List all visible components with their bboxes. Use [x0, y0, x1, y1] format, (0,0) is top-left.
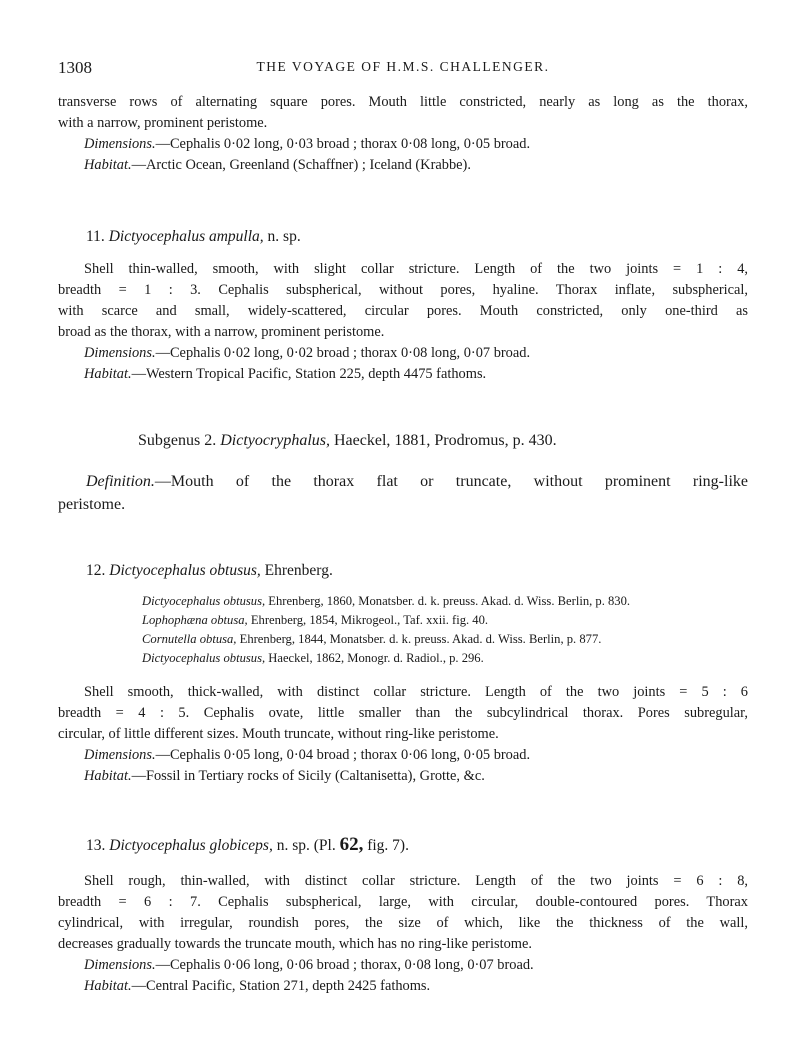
synonym-entry: Dictyocephalus obtusus, Haeckel, 1862, Monogr. d. Radiol., p. 296.	[142, 651, 484, 665]
species-12-description	[58, 682, 748, 787]
text-line: Shell rough, thin-walled, with distinct collar stricture. Length of the two joints = 6 : 8,	[84, 873, 748, 889]
text-line: Shell thin-walled, smooth, with slight collar stricture. Length of the two joints = 1 : 4,	[84, 261, 748, 277]
synonym-entry: Lophophæna obtusa, Ehrenberg, 1854, Mikrogeol., Taf. xxii. fig. 40.	[142, 613, 489, 627]
text-line: with scarce and small, widely-scattered, circular pores. Mouth constricted, only one-third as	[58, 303, 748, 319]
species-13-description	[58, 871, 748, 997]
species-12-heading: 12. Dictyocephalus obtusus, Ehrenberg.	[86, 562, 333, 579]
page-number: 1308	[58, 58, 92, 77]
habitat-line: Habitat.—Central Pacific, Station 271, depth 2425 fathoms.	[84, 978, 431, 994]
text-line: decreases gradually towards the truncate mouth, which has no ring-like peristome.	[58, 936, 532, 952]
species-13-heading: 13. Dictyocephalus globiceps, n. sp. (Pl. 62, fig. 7).	[86, 834, 409, 855]
text-line: breadth = 4 : 5. Cephalis ovate, little smaller than the subcylindrical thorax. Pores subregular,	[58, 705, 748, 721]
dimensions-line: Dimensions.—Cephalis 0·02 long, 0·03 broad ; thorax 0·08 long, 0·05 broad.	[84, 136, 531, 152]
running-title: THE VOYAGE OF H.M.S. CHALLENGER.	[256, 59, 550, 74]
text-line: circular, of little different sizes. Mouth truncate, without ring-like peristome.	[58, 726, 499, 742]
subgenus-definition: Definition.—Mouth of the thorax flat or truncate, without prominent ring-like peristome.	[58, 473, 748, 513]
habitat-line: Habitat.—Fossil in Tertiary rocks of Sicily (Caltanisetta), Grotte, &c.	[84, 768, 485, 784]
text-line: cylindrical, with irregular, roundish pores, the size of which, like the thickness of the wall,	[58, 915, 748, 931]
intro-paragraph	[58, 92, 748, 176]
species-11-heading: 11. Dictyocephalus ampulla, n. sp.	[86, 228, 301, 245]
subgenus-heading: Subgenus 2. Dictyocryphalus, Haeckel, 1881, Prodromus, p. 430.	[138, 432, 557, 449]
dimensions-line: Dimensions.—Cephalis 0·05 long, 0·04 broad ; thorax 0·06 long, 0·05 broad.	[84, 747, 531, 763]
species-12-synonymy	[142, 592, 748, 668]
habitat-line: Habitat.—Arctic Ocean, Greenland (Schaffner) ; Iceland (Krabbe).	[84, 157, 471, 173]
synonym-entry: Dictyocephalus obtusus, Ehrenberg, 1860, Monatsber. d. k. preuss. Akad. d. Wiss. Berlin, p. 830.	[142, 594, 631, 608]
species-11-description	[58, 259, 748, 385]
plate-number: 62,	[339, 834, 364, 855]
text-line: broad as the thorax, with a narrow, prominent peristome.	[58, 324, 385, 340]
text-line: transverse rows of alternating square pores. Mouth little constricted, nearly as long as the thorax,	[58, 94, 748, 110]
text-line: breadth = 6 : 7. Cephalis subspherical, large, with circular, double-contoured pores. Thorax	[58, 894, 748, 910]
running-header	[58, 58, 748, 82]
text-line: Shell smooth, thick-walled, with distinct collar stricture. Length of the two joints = 5 : 6	[84, 684, 748, 700]
dimensions-line: Dimensions.—Cephalis 0·02 long, 0·02 broad ; thorax 0·08 long, 0·07 broad.	[84, 345, 531, 361]
dimensions-line: Dimensions.—Cephalis 0·06 long, 0·06 broad ; thorax, 0·08 long, 0·07 broad.	[84, 957, 534, 973]
text-line: breadth = 1 : 3. Cephalis subspherical, without pores, hyaline. Thorax inflate, subspherical,	[58, 282, 748, 298]
habitat-line: Habitat.—Western Tropical Pacific, Station 225, depth 4475 fathoms.	[84, 366, 487, 382]
synonym-entry: Cornutella obtusa, Ehrenberg, 1844, Monatsber. d. k. preuss. Akad. d. Wiss. Berlin, p. 877.	[142, 632, 602, 646]
text-line: with a narrow, prominent peristome.	[58, 115, 268, 131]
